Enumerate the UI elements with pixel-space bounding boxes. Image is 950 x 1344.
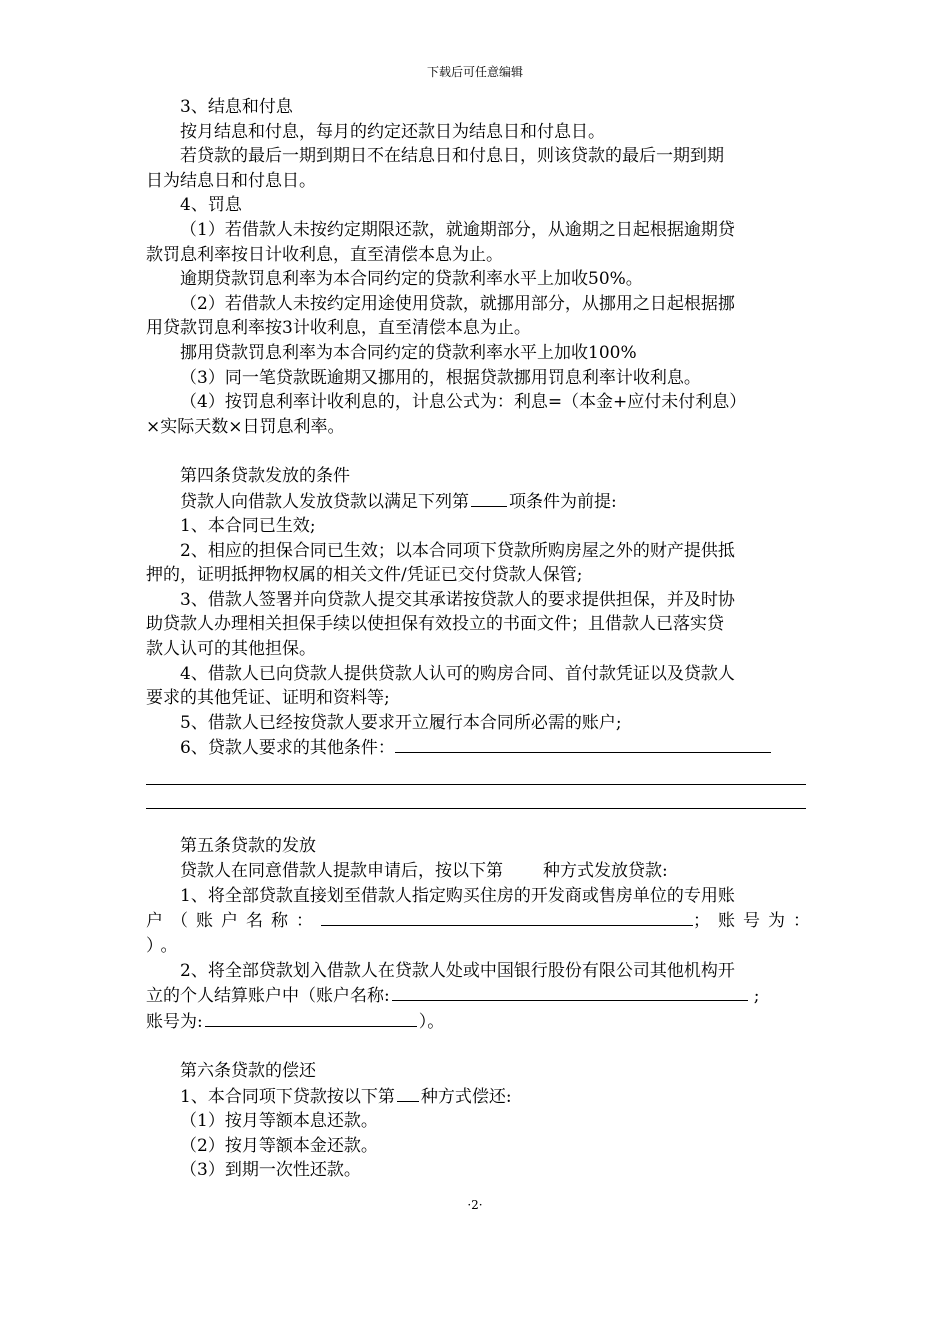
penalty-item-2: （2）若借款人未按约定用途使用贷款，就挪用部分，从挪用之日起根据挪 [180,293,735,314]
method-number-blank[interactable] [505,858,541,876]
other-conditions-blank[interactable] [395,735,771,753]
condition-5: 5、借款人已经按贷款人要求开立履行本合同所必需的账户; [180,712,622,733]
penalty-item-1-continuation: 款罚息利率按日计收利息，直至清偿本息为止。 [146,244,503,265]
article-5-intro: 贷款人在同意借款人提款申请后，按以下第 种方式发放贷款: [146,858,806,884]
method-1-close: ）。 [146,936,184,956]
section-4-title: 4、罚息 [180,195,242,216]
account-name-blank[interactable] [321,908,693,926]
condition-3: 3、借款人签署并向贷款人提交其承诺按贷款人的要求提供担保，并及时协 [180,589,735,610]
penalty-item-1: （1）若借款人未按约定期限还款，就逾期部分，从逾期之日起根据逾期贷 [180,219,735,240]
condition-6: 6、贷款人要求的其他条件： [146,735,806,761]
article-4-intro: 贷款人向借款人发放贷款以满足下列第 项条件为前提: [146,489,806,515]
condition-4-continuation: 要求的其他凭证、证明和资料等; [146,688,390,709]
repayment-option-1: （1）按月等额本息还款。 [180,1111,378,1132]
method-1-account: 户（账户名称： ；账号为： [146,908,806,934]
penalty-item-2-continuation: 用贷款罚息利率按3计收利息，直至清偿本息为止。 [146,318,531,339]
condition-2-continuation: 押的，证明抵押物权属的相关文件/凭证已交付贷款人保管; [146,565,583,586]
method-2: 2、将全部贷款划入借款人在贷款人处或中国银行股份有限公司其他机构开 [180,960,735,981]
penalty-item-1-rate: 逾期贷款罚息利率为本合同约定的贷款利率水平上加收50%。 [180,269,643,290]
penalty-item-3: （3）同一笔贷款既逾期又挪用的，根据贷款挪用罚息利率计收利息。 [180,367,701,388]
penalty-item-4-continuation: ×实际天数×日罚息利率。 [146,416,345,437]
repayment-option-3: （3）到期一次性还款。 [180,1160,361,1181]
article-6-title: 第六条贷款的偿还 [180,1060,316,1081]
article-5-title: 第五条贷款的发放 [180,835,316,856]
article-4-title: 第四条贷款发放的条件 [180,465,350,486]
condition-3-continuation: 款人认可的其他担保。 [146,639,316,660]
other-conditions-blank-line[interactable] [146,761,806,785]
paragraph: 按月结息和付息，每月的约定还款日为结息日和付息日。 [180,121,605,142]
condition-number-blank[interactable] [471,489,507,507]
repayment-method-blank[interactable] [397,1084,419,1102]
method-1: 1、将全部贷款直接划至借款人指定购买住房的开发商或售房单位的专用账 [180,885,735,906]
personal-account-name-blank[interactable] [392,983,748,1001]
method-2-account-number: 账号为: ）。 [146,1009,806,1035]
article-6-intro: 1、本合同项下贷款按以下第 种方式偿还: [146,1084,806,1110]
page-header: 下载后可任意编辑 [426,65,523,79]
repayment-option-2: （2）按月等额本金还款。 [180,1135,378,1156]
penalty-item-2-rate: 挪用贷款罚息利率为本合同约定的贷款利率水平上加收100% [180,342,637,363]
account-number-blank[interactable] [205,1009,417,1027]
method-2-account: 立的个人结算账户中（账户名称: ; [146,983,806,1009]
condition-4: 4、借款人已向贷款人提供贷款人认可的购房合同、首付款凭证以及贷款人 [180,663,735,684]
paragraph: 若贷款的最后一期到期日不在结息日和付息日，则该贷款的最后一期到期 [180,146,724,167]
condition-2: 2、相应的担保合同已生效；以本合同项下贷款所购房屋之外的财产提供抵 [180,540,735,561]
page-number: ·2· [467,1198,483,1212]
section-3-title: 3、结息和付息 [180,97,293,117]
condition-1: 1、本合同已生效; [180,516,316,537]
other-conditions-blank-line[interactable] [146,785,806,809]
document-body [146,95,818,1183]
condition-3-continuation: 助贷款人办理相关担保手续以使担保有效投立的书面文件；且借款人已落实贷 [146,614,724,635]
paragraph-continuation: 日为结息日和付息日。 [146,170,316,191]
penalty-item-4: （4）按罚息利率计收利息的，计息公式为：利息=（本金+应付未付利息） [180,392,747,413]
